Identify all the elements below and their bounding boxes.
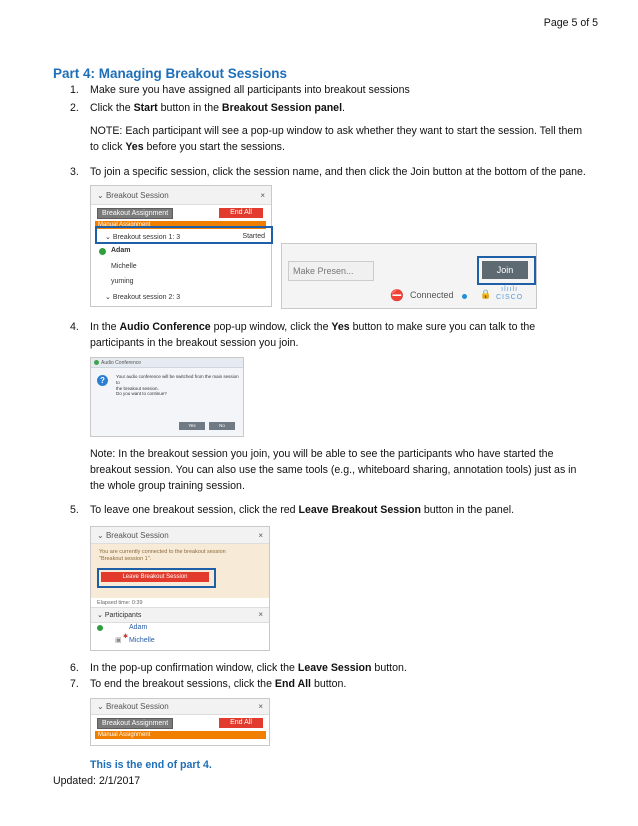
cisco-logo-text: CISCO	[496, 294, 524, 301]
dialog-message	[116, 374, 243, 392]
end-all-button[interactable]: End All	[219, 718, 263, 728]
step-2-number: 2.	[70, 102, 79, 114]
panel-header-label: ⌄ Breakout Session	[97, 190, 169, 200]
mute-mark-icon: ✱	[123, 634, 129, 640]
participants-header	[91, 607, 269, 623]
step-7-number: 7.	[70, 678, 79, 690]
connection-dot-icon	[462, 294, 467, 299]
cisco-logo-bars: ılıılı	[501, 286, 519, 293]
leave-button-highlight	[97, 568, 216, 588]
make-presenter-button[interactable]: Make Presen...	[288, 261, 374, 281]
close-icon[interactable]: ×	[258, 530, 263, 540]
leave-session-panel-screenshot	[90, 526, 270, 651]
question-icon: ?	[97, 375, 108, 386]
page-number: Page 5 of 5	[543, 17, 598, 29]
join-button-highlight	[477, 256, 536, 285]
manual-assignment-bar: Manual Assignment	[95, 221, 266, 229]
microphone-muted-icon[interactable]: ⛔	[390, 290, 404, 302]
manual-assignment-bar: Manual Assignment	[95, 731, 266, 739]
dialog-title-bar	[91, 358, 243, 368]
participant-michelle[interactable]: Michelle	[129, 637, 155, 644]
note-2-line-2: breakout session. You can also use the same tools (e.g., whiteboard sharing, annotation tools) just as in	[90, 464, 577, 476]
dialog-question: Do you want to continue?	[116, 391, 167, 396]
participants-label: ⌄ Participants	[97, 612, 142, 619]
session-2-label[interactable]: ⌄ Breakout session 2: 3	[105, 294, 181, 301]
audio-conference-dialog-screenshot	[90, 357, 244, 437]
end-all-button[interactable]: End All	[219, 208, 263, 218]
dialog-title: Audio Conference	[101, 360, 142, 366]
audio-app-icon	[94, 360, 99, 365]
step-3-text: To join a specific session, click the session name, and then click the Join button at the bottom of the pane.	[90, 166, 586, 178]
updated-date: Updated: 2/1/2017	[53, 775, 141, 787]
step-4-text-line-2: participants in the breakout session you join.	[90, 337, 299, 349]
step-6-text: In the pop-up confirmation window, click the Leave Session button.	[90, 662, 407, 674]
presenter-status-icon	[99, 248, 106, 255]
page-title: Part 4: Managing Breakout Sessions	[53, 66, 288, 81]
participant-adam[interactable]: Adam	[129, 624, 148, 631]
note-1-line-2: to click Yes before you start the sessions.	[90, 141, 285, 153]
step-1-text: Make sure you have assigned all participants into breakout sessions	[90, 84, 410, 96]
dialog-message-line-2: the breakout session.	[116, 386, 159, 391]
elapsed-time: Elapsed time: 0:39	[97, 600, 143, 606]
session-1-status: Started	[242, 233, 265, 240]
step-3-number: 3.	[70, 166, 79, 178]
participant-yuming[interactable]: yuming	[111, 278, 134, 285]
step-4-text: In the Audio Conference pop-up window, click the Yes button to make sure you can talk to the	[90, 321, 536, 333]
connected-status: Connected	[410, 290, 454, 300]
end-of-part-text: This is the end of part 4.	[90, 759, 212, 771]
step-5-text: To leave one breakout session, click the red Leave Breakout Session button in the panel.	[90, 504, 515, 516]
cisco-logo	[496, 286, 523, 302]
session-1-label[interactable]: ⌄ Breakout session 1: 3	[105, 234, 181, 241]
end-all-panel-screenshot	[90, 698, 270, 746]
dialog-message-line-1: Your audio conference will be switched from the main session to	[116, 374, 239, 385]
participant-adam[interactable]: Adam	[111, 247, 131, 254]
join-button[interactable]: Join	[482, 261, 528, 279]
session-1-highlight	[95, 226, 273, 244]
step-1-number: 1.	[70, 84, 79, 96]
panel-header	[91, 186, 271, 205]
close-icon[interactable]: ×	[258, 702, 263, 711]
close-icon[interactable]: ×	[260, 190, 265, 200]
note-1-line-1: NOTE: Each participant will see a pop-up window to ask whether they want to start the session. Tell them	[90, 125, 583, 137]
step-7-text: To end the breakout sessions, click the End All button.	[90, 678, 347, 690]
panel-header	[91, 527, 269, 544]
connected-notice-line-2: "Breakout session 1".	[99, 556, 152, 562]
leave-breakout-session-button[interactable]: Leave Breakout Session	[101, 572, 209, 582]
step-5-number: 5.	[70, 504, 79, 516]
breakout-assignment-button[interactable]: Breakout Assignment	[97, 718, 173, 729]
breakout-assignment-button[interactable]: Breakout Assignment	[97, 208, 173, 219]
breakout-panel-screenshot-1	[90, 185, 272, 307]
step-6-number: 6.	[70, 662, 79, 674]
participants-close-icon[interactable]: ×	[258, 610, 263, 619]
phone-icon: ▣	[115, 637, 122, 644]
no-button[interactable]: No	[209, 422, 235, 430]
connected-notice-line-1: You are currently connected to the breakout session	[99, 549, 226, 555]
panel-header	[91, 699, 269, 715]
yes-button[interactable]: Yes	[179, 422, 205, 430]
panel-header-label: ⌄ Breakout Session	[97, 702, 169, 711]
note-2-line-3: the whole group training session.	[90, 480, 245, 492]
step-2-text: Click the Start button in the Breakout Session panel.	[90, 102, 345, 114]
presenter-status-icon	[97, 625, 103, 631]
step-4-number: 4.	[70, 321, 79, 333]
lock-icon: 🔒	[480, 289, 492, 299]
panel-header-label: ⌄ Breakout Session	[97, 530, 169, 540]
participant-michelle[interactable]: Michelle	[111, 263, 137, 270]
note-2-line-1: Note: In the breakout session you join, you will be able to see the participants who have started the	[90, 448, 554, 460]
